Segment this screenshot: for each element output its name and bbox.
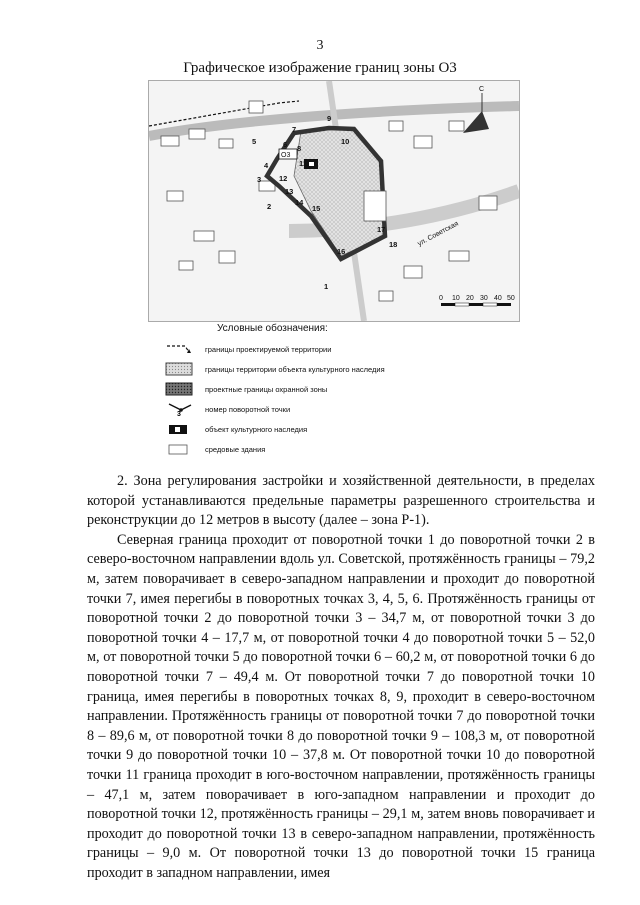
turning-point-label: 2 bbox=[267, 202, 272, 211]
turning-point-sample: 3 bbox=[177, 411, 181, 416]
legend-item bbox=[165, 379, 465, 399]
legend-label: границы территории объекта культурного наследия bbox=[205, 364, 385, 374]
north-arrow-head-icon bbox=[463, 111, 489, 133]
legend-item bbox=[165, 399, 465, 419]
street-label: ул. Советская bbox=[416, 220, 460, 248]
turning-point-label: 17 bbox=[377, 225, 386, 234]
legend-item bbox=[165, 419, 465, 439]
figure-title: Графическое изображение границ зоны О3 bbox=[183, 60, 457, 76]
turning-point-label: 10 bbox=[341, 137, 350, 146]
turning-point-label: 11 bbox=[299, 159, 307, 168]
turning-point-label: 6 bbox=[283, 140, 288, 149]
scale-bar bbox=[439, 295, 515, 306]
scale-label: 30 bbox=[480, 295, 488, 302]
turning-point-label: 4 bbox=[264, 161, 269, 170]
turning-point-label: 9 bbox=[327, 114, 332, 123]
legend-label: проектные границы охранной зоны bbox=[205, 384, 328, 394]
paragraph-boundary-description: Северная граница проходит от поворотной точки 1 до поворотной точки 2 в северо-восточном направлении вдоль ул. Советской, протяжённость границы – 79,2 м, затем поворачивает в северо-западном направлении и проходит до поворотной точки 7, имея перегибы в поворотных точках 3, 4, 5, 6. Протяжённость границы от поворотной точки 2 до поворотной точки 3 – 34,7 м, от поворотной точки 3 до поворотной точки 4 – 17,7 м, от поворотной точки 4 до поворотной точки 5 – 52,0 м, от поворотной точки 5 до поворотной точки 6 – 60,2 м, от поворотной точки 6 до поворотной точки 7 – 49,4 м. От поворотной точки 7 до поворотной точки 10 граница, имея перегибы в поворотных точках 8, 9, проходит в северо-восточном направлении. Протяжённость границы от поворотной точки 7 до поворотной точки 8 – 89,6 м, от поворотной точки 8 до поворотной точки 9 – 108,3 м, от поворотной точки 9 до поворотной точки 10 – 37,8 м. От поворотной точки 10 до поворотной точки 11 граница проходит в юго-восточном направлении, протяжённость границы – 47,1 м, затем поворачивает в юго-западном направлении и проходит до поворотной точки 12, протяжённость границы – 29,1 м, затем вновь поворачивает и проходит до поворотной точки 13 в северо-западном направлении, протяжённость границы – 9,0 м. От поворотной точки 13 до поворотной точки 15 граница проходит в западном направлении, имея bbox=[87, 531, 595, 881]
legend-label: номер поворотной точки bbox=[205, 404, 291, 414]
turning-point-label: 8 bbox=[297, 144, 302, 153]
turning-point-label: 14 bbox=[295, 198, 304, 207]
heritage-object-icon bbox=[165, 422, 193, 436]
turning-point-label: 18 bbox=[389, 240, 398, 249]
north-label: С bbox=[479, 86, 485, 93]
document-body bbox=[87, 472, 595, 883]
scale-label: 20 bbox=[466, 295, 474, 302]
page-number: 3 bbox=[316, 38, 324, 53]
legend-item bbox=[165, 439, 465, 459]
scale-label: 10 bbox=[452, 295, 460, 302]
legend-item bbox=[165, 339, 465, 359]
turning-point-label: 16 bbox=[337, 247, 346, 256]
paragraph-zone-definition: 2. Зона регулирования застройки и хозяйственной деятельности, в пределах которой устанавливаются предельные параметры разрешенного строительства и реконструкции до 12 метров в высоту (далее – зона Р-1). bbox=[87, 473, 595, 529]
turning-point-label: 15 bbox=[312, 204, 321, 213]
turning-point-icon bbox=[165, 402, 193, 416]
light-hatch-area-icon bbox=[165, 362, 193, 376]
turning-point-label: 3 bbox=[257, 175, 262, 184]
legend-label: границы проектируемой территории bbox=[205, 344, 332, 354]
turning-point-label: 13 bbox=[285, 187, 294, 196]
zone-map bbox=[148, 80, 520, 322]
environment-building bbox=[364, 191, 386, 221]
dashed-arrow-boundary-icon bbox=[165, 342, 193, 356]
scale-label: 40 bbox=[494, 295, 502, 302]
legend-label: средовые здания bbox=[205, 444, 266, 454]
legend-label: объект культурного наследия bbox=[205, 424, 308, 434]
scale-label: 50 bbox=[507, 295, 515, 302]
turning-point-label: 12 bbox=[279, 174, 288, 183]
dark-hatch-area-icon bbox=[165, 382, 193, 396]
map-drawing bbox=[149, 81, 519, 321]
turning-point-label: 5 bbox=[252, 137, 257, 146]
turning-point-label: 1 bbox=[324, 282, 329, 291]
legend-item bbox=[165, 359, 465, 379]
turning-point-label: 7 bbox=[292, 125, 297, 134]
scale-label: 0 bbox=[439, 295, 443, 302]
legend-title: Условные обозначения: bbox=[217, 323, 328, 334]
zone-label: О3 bbox=[281, 152, 291, 159]
environment-building-icon bbox=[165, 442, 193, 456]
map-legend bbox=[165, 323, 465, 459]
